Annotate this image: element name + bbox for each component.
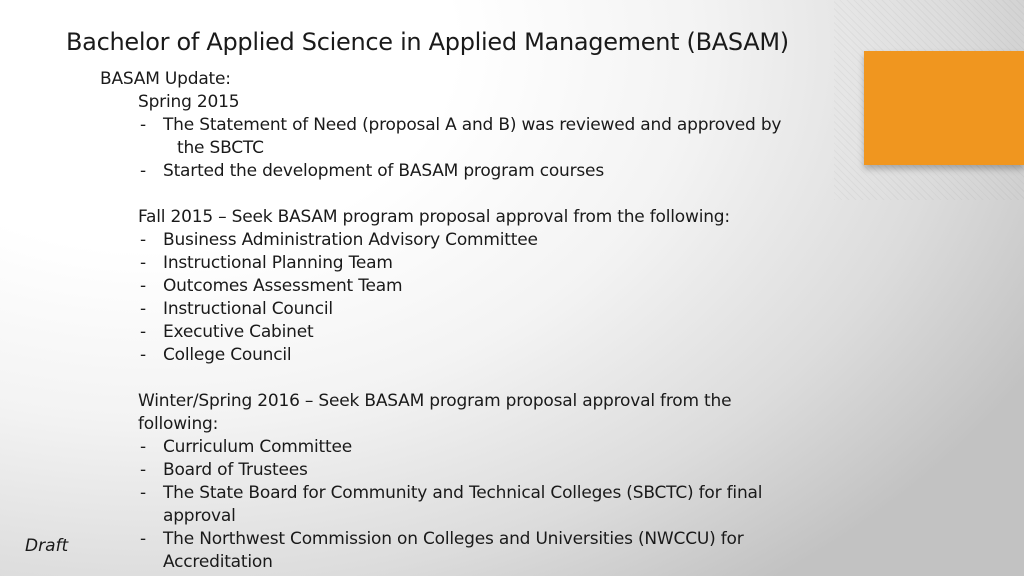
list-item-continuation: Accreditation <box>163 552 273 572</box>
list-item-text: Instructional Council <box>163 299 333 319</box>
list-item-continuation: the SBCTC <box>177 138 264 158</box>
list-item-text: Outcomes Assessment Team <box>163 276 403 296</box>
list-item <box>100 482 820 505</box>
list-item <box>100 528 820 551</box>
slide-body <box>100 68 820 574</box>
list-item <box>100 114 820 137</box>
slide-title: Bachelor of Applied Science in Applied Management (BASAM) <box>66 28 789 56</box>
list-item-continuation: approval <box>163 506 236 526</box>
bullet-dash: - <box>140 253 146 273</box>
list-item-text: College Council <box>163 345 292 365</box>
list-item <box>100 252 820 275</box>
orange-accent-block <box>864 51 1024 165</box>
bullet-dash: - <box>140 345 146 365</box>
list-item <box>100 298 820 321</box>
winter-spring-2016-heading: Winter/Spring 2016 – Seek BASAM program proposal approval from the <box>138 391 732 411</box>
list-item-text: The Statement of Need (proposal A and B) was reviewed and approved by <box>163 115 782 135</box>
list-item-text: Business Administration Advisory Committee <box>163 230 538 250</box>
bullet-dash: - <box>140 460 146 480</box>
bullet-dash: - <box>140 230 146 250</box>
list-item <box>100 436 820 459</box>
spacer <box>100 183 820 206</box>
bullet-dash: - <box>140 161 146 181</box>
bullet-dash: - <box>140 115 146 135</box>
bullet-dash: - <box>140 483 146 503</box>
bullet-dash: - <box>140 276 146 296</box>
bullet-dash: - <box>140 437 146 457</box>
list-item <box>100 459 820 482</box>
list-item <box>100 344 820 367</box>
list-item-text: The State Board for Community and Technical Colleges (SBCTC) for final <box>163 483 763 503</box>
winter-spring-2016-heading-continuation: following: <box>138 414 219 434</box>
fall-2015-heading: Fall 2015 – Seek BASAM program proposal approval from the following: <box>138 207 730 227</box>
bullet-dash: - <box>140 322 146 342</box>
draft-label: Draft <box>25 536 69 556</box>
update-heading: BASAM Update: <box>100 69 231 89</box>
list-item-text: Started the development of BASAM program courses <box>163 161 604 181</box>
bullet-dash: - <box>140 299 146 319</box>
spacer <box>100 367 820 390</box>
list-item <box>100 321 820 344</box>
bullet-dash: - <box>140 529 146 549</box>
list-item <box>100 275 820 298</box>
list-item-text: Board of Trustees <box>163 460 308 480</box>
list-item-text: Instructional Planning Team <box>163 253 393 273</box>
list-item-text: Executive Cabinet <box>163 322 314 342</box>
list-item <box>100 160 820 183</box>
list-item <box>100 229 820 252</box>
list-item-text: The Northwest Commission on Colleges and Universities (NWCCU) for <box>163 529 744 549</box>
list-item-text: Curriculum Committee <box>163 437 352 457</box>
spring-2015-heading: Spring 2015 <box>138 92 240 112</box>
